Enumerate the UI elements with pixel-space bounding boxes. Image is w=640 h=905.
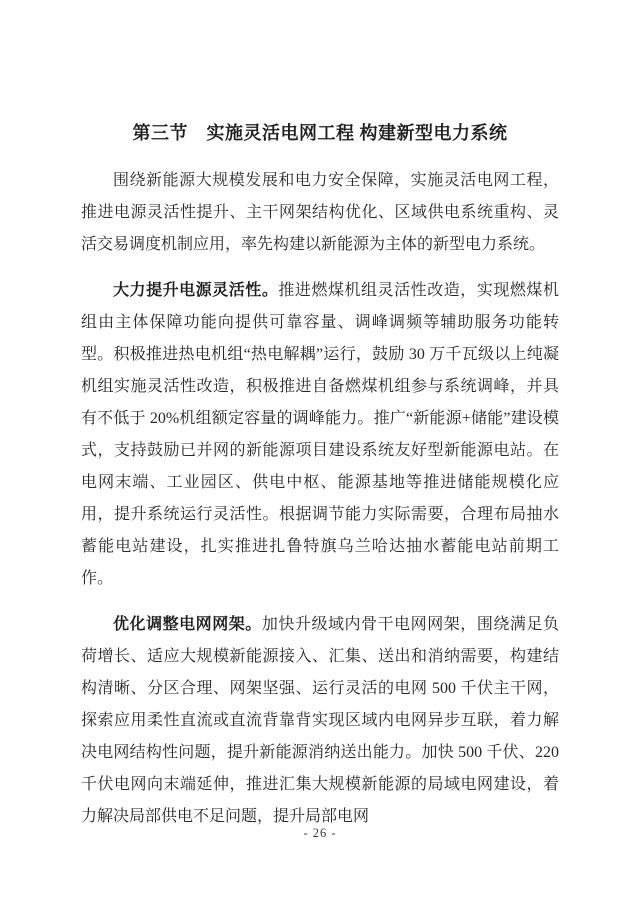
page-number: - 26 - <box>303 826 337 840</box>
paragraph-grid-structure <box>81 609 559 833</box>
paragraph-power-flexibility-text: 推进燃煤机组灵活性改造，实现燃煤机组由主体保障功能向提供可靠容量、调峰调频等辅助服务功能转型。积极推进热电机组“热电解耦”运行，鼓励 30 万千瓦级以上纯凝机组实施灵活性改造，积极推进自备燃煤机组参与系统调峰，并具有不低于 20%机组额定容量的调峰能力。推广“新能源+储能”建设模式，支持鼓励已并网的新能源项目建设系统友好型新能源电站。在电网末端、工业园区、供电中枢、能源基地等推进储能规模化应用，提升系统运行灵活性。根据调节能力实际需要，合理布局抽水蓄能电站建设，扎实推进扎鲁特旗乌兰哈达抽水蓄能电站前期工作。 <box>81 282 559 587</box>
paragraph-intro-text: 围绕新能源大规模发展和电力安全保障，实施灵活电网工程，推进电源灵活性提升、主干网架结构优化、区域供电系统重构、灵活交易调度机制应用，率先构建以新能源为主体的新型电力系统。 <box>81 172 559 253</box>
paragraph-intro <box>81 165 559 261</box>
section-title: 第三节 实施灵活电网工程 构建新型电力系统 <box>132 123 508 143</box>
paragraph-grid-structure-text: 加快升级域内骨干电网网架，围绕满足负荷增长、适应大规模新能源接入、汇集、送出和消纳需要，构建结构清晰、分区合理、网架坚强、运行灵活的电网 500 千伏主干网，探索应用柔性直流或直流背靠背实现区域内电网异步互联，着力解决电网结构性问题，提升新能源消纳送出能力。加快 500 千伏、220 千伏电网向末端延伸，推进汇集大规模新能源的局域电网建设，着力解决局部供电不足问题，提升局部电网 <box>81 616 559 825</box>
document-content <box>81 118 559 847</box>
paragraph-power-flexibility <box>81 275 559 595</box>
paragraph-power-flexibility-lead: 大力提升电源灵活性。 <box>113 282 279 299</box>
paragraph-grid-structure-lead: 优化调整电网网架。 <box>113 616 262 633</box>
